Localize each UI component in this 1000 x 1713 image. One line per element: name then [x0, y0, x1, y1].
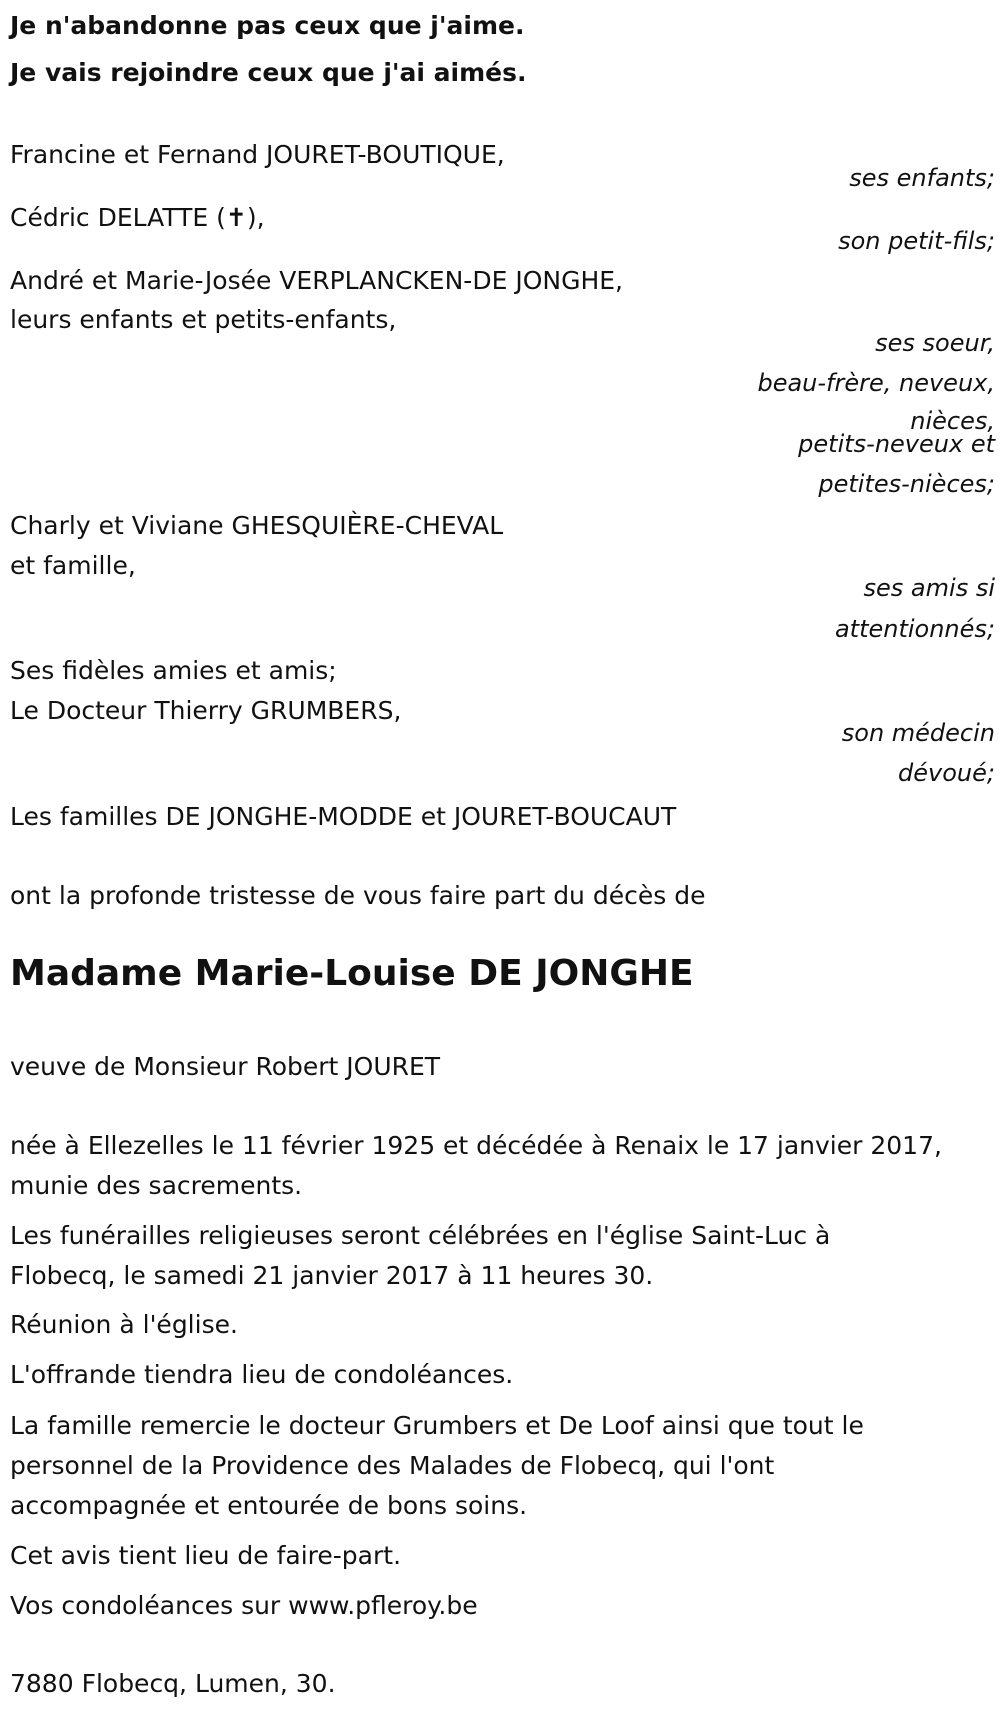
doctor-name: Le Docteur Thierry GRUMBERS, [10, 696, 402, 725]
families-line: Les familles DE JONGHE-MODDE et JOURET-BOUCAUT [10, 802, 677, 831]
friends-names: Charly et Viviane GHESQUIÈRE-CHEVAL [10, 511, 504, 540]
friends-line-2: et famille, [10, 551, 136, 580]
thanks-line-3: accompagnée et entourée de bons soins. [10, 1491, 528, 1520]
notice-line: Cet avis tient lieu de faire-part. [10, 1541, 402, 1570]
doctor-role-1: son médecin [841, 719, 995, 747]
widow-of: veuve de Monsieur Robert JOURET [10, 1052, 441, 1081]
offering-line: L'offrande tiendra lieu de condoléances. [10, 1360, 514, 1389]
epigraph-line-1: Je n'abandonne pas ceux que j'aime. [10, 11, 525, 40]
grandson-name: Cédric DELATTE (✝), [10, 203, 265, 232]
sister-role-5: petites-nièces; [818, 470, 995, 498]
condolences-line: Vos condoléances sur www.pfleroy.be [10, 1591, 478, 1620]
funeral-line-2: Flobecq, le samedi 21 janvier 2017 à 11 heures 30. [10, 1261, 654, 1290]
funeral-line-1: Les funérailles religieuses seront célébrées en l'église Saint-Luc à [10, 1221, 831, 1250]
sister-role-1: ses soeur, [875, 329, 995, 357]
sister-role-4: petits-neveux et [798, 430, 995, 458]
thanks-line-2: personnel de la Providence des Malades de Flobecq, qui l'ont [10, 1451, 775, 1480]
birth-death-line-2: munie des sacrements. [10, 1171, 303, 1200]
children-names: Francine et Fernand JOURET-BOUTIQUE, [10, 140, 505, 169]
doctor-role-2: dévoué; [898, 759, 995, 787]
grandson-role: son petit-fils; [838, 227, 995, 255]
loyal-friends: Ses fidèles amies et amis; [10, 656, 337, 685]
sister-role-2: beau-frère, neveux, [757, 369, 995, 397]
sister-line-2: leurs enfants et petits-enfants, [10, 305, 397, 334]
friends-role-2: attentionnés; [834, 615, 995, 643]
children-role: ses enfants; [849, 164, 995, 192]
birth-death-line-1: née à Ellezelles le 11 février 1925 et décédée à Renaix le 17 janvier 2017, [10, 1131, 942, 1160]
thanks-line-1: La famille remercie le docteur Grumbers et De Loof ainsi que tout le [10, 1411, 864, 1440]
announcement: ont la profonde tristesse de vous faire part du décès de [10, 881, 706, 910]
sister-names: André et Marie-Josée VERPLANCKEN-DE JONGHE, [10, 266, 623, 295]
friends-role-1: ses amis si [863, 574, 995, 602]
sister-role-3: nièces, [910, 407, 995, 435]
meeting-line: Réunion à l'église. [10, 1310, 238, 1339]
deceased-name: Madame Marie-Louise DE JONGHE [10, 953, 694, 994]
epigraph-line-2: Je vais rejoindre ceux que j'ai aimés. [10, 58, 527, 87]
address-line: 7880 Flobecq, Lumen, 30. [10, 1669, 336, 1698]
